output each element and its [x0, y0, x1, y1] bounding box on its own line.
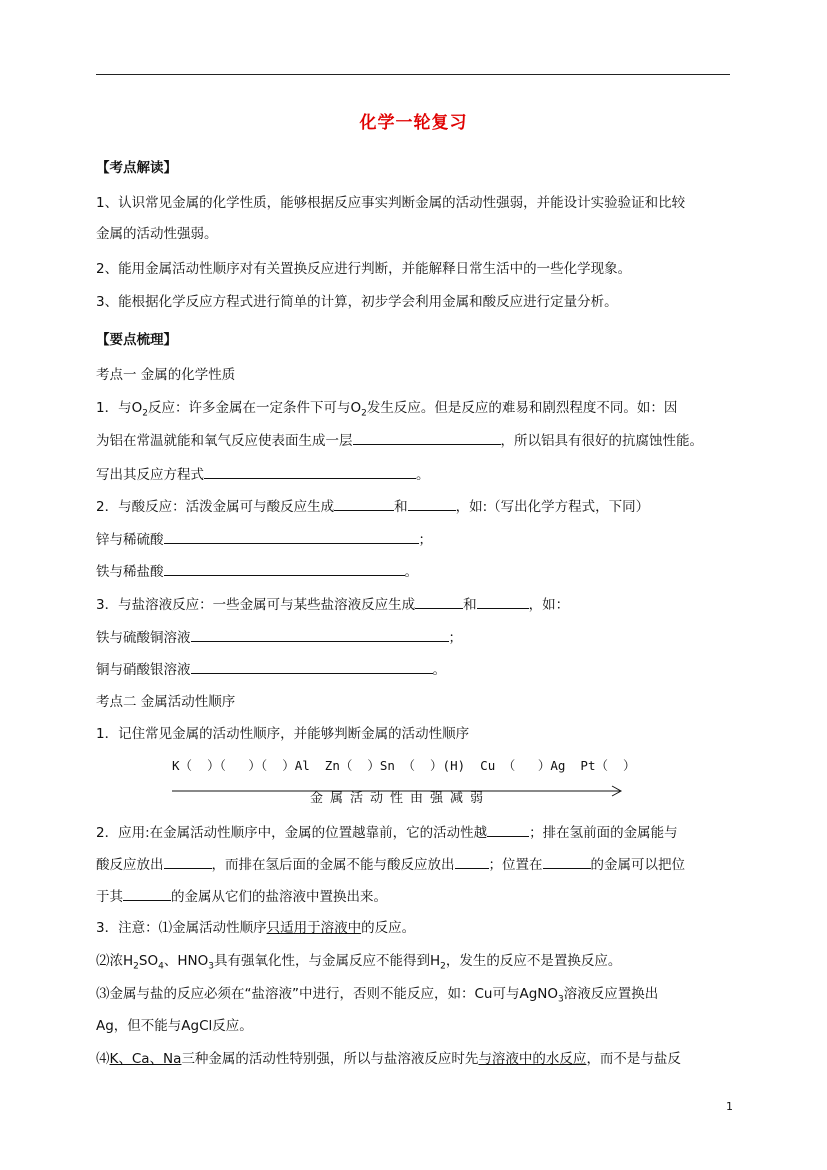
fill-blank[interactable] [487, 822, 529, 837]
fill-blank[interactable] [123, 886, 171, 901]
fill-blank[interactable] [408, 496, 456, 511]
arrow-label: 金属活动性由强减弱 [310, 791, 491, 806]
fill-blank[interactable] [477, 594, 529, 609]
point2-title: 考点二 金属活动性顺序 [96, 694, 236, 710]
exam-points-heading: 【考点解读】 [96, 160, 177, 176]
fill-blank[interactable] [455, 854, 489, 869]
page-number: 1 [726, 1100, 733, 1113]
note-2: ⑵浓$H_2SO_4$、$HNO_3$具有强氧化性，与金属反应不能得到$H_2$，发生的反应不是置换反应。 [96, 953, 622, 972]
header-rule [96, 74, 730, 75]
equation-line: 写出其反应方程式 。 [96, 464, 430, 485]
activity-series: K（ ）（ ）（ ）Al Zn（ ）Sn （ ）(H) Cu （ ）Ag Pt（ ） [172, 758, 636, 773]
salt-reaction-line: 3．与盐溶液反应：一些金属可与某些盐溶液反应生成 和 ，如： [96, 594, 569, 615]
page-title: 化学一轮复习 [359, 113, 468, 133]
exam-point-1-line-1: 1、认识常见金属的化学性质，能够根据反应事实判断金属的活动性强弱，并能设计实验验证和比较 [96, 195, 686, 211]
fill-blank[interactable] [191, 659, 433, 674]
fill-blank[interactable] [164, 561, 405, 576]
fill-blank[interactable] [353, 430, 501, 445]
zinc-acid-line: 锌与稀硫酸 ； [96, 529, 432, 550]
fill-blank[interactable] [204, 464, 416, 479]
fill-blank[interactable] [164, 529, 419, 544]
fill-blank[interactable] [415, 594, 463, 609]
o2-reaction-line: 1．与$O_2$反应：许多金属在一定条件下可与$O_2$发生反应。但是反应的难易和剧烈程度不同。如：因 [96, 400, 678, 419]
application-line-3: 于其 的金属从它们的盐溶液中置换出来。 [96, 886, 387, 907]
iron-copper-sulfate-line: 铁与硫酸铜溶液 ； [96, 627, 462, 648]
fill-blank[interactable] [164, 854, 212, 869]
note-3-line-2: Ag，但不能与AgCl反应。 [96, 1018, 253, 1034]
iron-acid-line: 铁与稀盐酸 。 [96, 561, 418, 582]
exam-point-2: 2、能用金属活动性顺序对有关置换反应进行判断，并能解释日常生活中的一些化学现象。 [96, 261, 632, 277]
aluminum-line: 为铝在常温就能和氧气反应使表面生成一层 ，所以铝具有很好的抗腐蚀性能。 [96, 430, 703, 451]
note-4: ⑷K、Ca、Na三种金属的活动性特别强，所以与盐溶液反应时先与溶液中的水反应，而不是与盐反 [96, 1051, 681, 1067]
note-3: ⑶金属与盐的反应必须在“盐溶液”中进行，否则不能反应，如：Cu可与AgNO$_3$溶液反应置换出 [96, 986, 659, 1005]
note-1: 3．注意：⑴金属活动性顺序只适用于溶液中的反应。 [96, 920, 416, 936]
fill-blank[interactable] [334, 496, 394, 511]
application-line-1: 2．应用:在金属活动性顺序中，金属的位置越靠前，它的活动性越 ；排在氢前面的金属能与 [96, 822, 678, 843]
acid-reaction-line: 2．与酸反应：活泼金属可与酸反应生成 和 ，如:（写出化学方程式，下同） [96, 496, 649, 517]
application-line-2: 酸反应放出 ，而排在氢后面的金属不能与酸反应放出 ；位置在 的金属可以把位 [96, 854, 685, 875]
point1-title: 考点一 金属的化学性质 [96, 367, 236, 383]
fill-blank[interactable] [191, 627, 449, 642]
fill-blank[interactable] [543, 854, 591, 869]
exam-point-3: 3、能根据化学反应方程式进行简单的计算，初步学会利用金属和酸反应进行定量分析。 [96, 294, 618, 310]
point2-item1: 1．记住常见金属的活动性顺序，并能够判断金属的活动性顺序 [96, 726, 470, 742]
key-points-heading: 【要点梳理】 [96, 332, 177, 348]
exam-point-1-line-2: 金属的活动性强弱。 [96, 226, 218, 242]
copper-silver-nitrate-line: 铜与硝酸银溶液 。 [96, 659, 446, 680]
